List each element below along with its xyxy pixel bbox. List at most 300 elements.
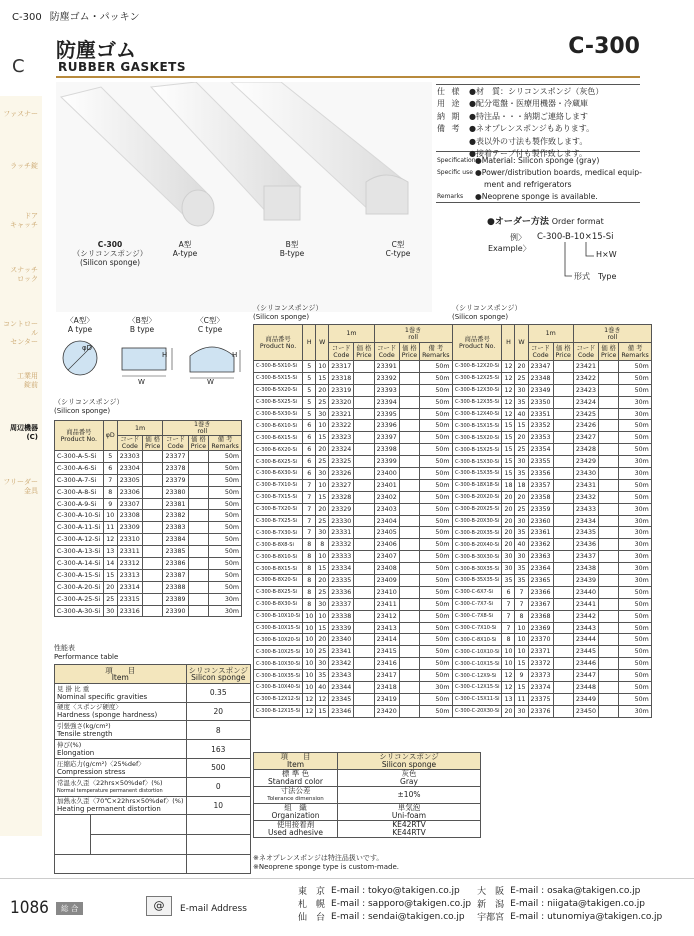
th-remarks-en: Remarks bbox=[621, 351, 649, 359]
cell-w: 25 bbox=[316, 586, 329, 598]
email-address[interactable]: E-mail : utunomiya@takigen.co.jp bbox=[510, 911, 663, 922]
cell-code-1m: 23340 bbox=[329, 634, 354, 646]
table-row bbox=[55, 451, 242, 463]
cell-product: C-300-C-7X10-Si bbox=[453, 622, 502, 634]
cell-w: 25 bbox=[515, 444, 528, 456]
diagram-a-label bbox=[60, 316, 100, 334]
cell-price-roll bbox=[598, 456, 618, 468]
cell-code-1m: 23314 bbox=[117, 581, 142, 593]
perf-col-jp: シリコンスポンジ bbox=[188, 665, 248, 675]
cell-w: 9 bbox=[515, 670, 528, 682]
cell-product: C-300-B-15X15-Si bbox=[453, 420, 502, 432]
cell-code-roll: 23392 bbox=[374, 372, 399, 384]
cell-price-roll bbox=[399, 420, 419, 432]
th-code bbox=[573, 343, 598, 361]
cell-code-roll: 23414 bbox=[374, 634, 399, 646]
cell-code-roll: 23419 bbox=[374, 693, 399, 705]
email-row bbox=[295, 910, 665, 923]
cell-w: 20 bbox=[316, 503, 329, 515]
cell-code-1m: 23366 bbox=[528, 586, 553, 598]
cell-w: 30 bbox=[316, 527, 329, 539]
header-code: C-300 bbox=[12, 12, 42, 23]
cell-w: 15 bbox=[316, 432, 329, 444]
cell-price-roll bbox=[399, 503, 419, 515]
spec-key: 用 途 bbox=[437, 99, 462, 109]
cell-code-roll: 23396 bbox=[374, 420, 399, 432]
cell-remarks: 50m bbox=[619, 693, 651, 705]
cell-code-1m: 23370 bbox=[528, 634, 553, 646]
cell-remarks: 50m bbox=[619, 420, 651, 432]
cell-code-roll: 23433 bbox=[573, 503, 598, 515]
cell-code-1m: 23333 bbox=[329, 551, 354, 563]
cell-code-1m: 23309 bbox=[117, 522, 142, 534]
table-row bbox=[254, 586, 453, 598]
cell-price-1m bbox=[354, 682, 374, 694]
prop-value bbox=[338, 821, 481, 838]
cell-diameter: 6 bbox=[103, 462, 117, 474]
cell-price-1m bbox=[553, 432, 573, 444]
sidebar-item-latch[interactable]: ラッチ錠 bbox=[10, 162, 38, 170]
cell-remarks: 50m bbox=[420, 634, 452, 646]
cell-code-1m: 23363 bbox=[528, 551, 553, 563]
th-product bbox=[55, 421, 104, 451]
cell-code-roll: 23425 bbox=[573, 408, 598, 420]
cell-price-1m bbox=[354, 610, 374, 622]
cell-product: C-300-A-7-Si bbox=[55, 474, 104, 486]
cell-price-1m bbox=[142, 462, 163, 474]
th-roll bbox=[573, 325, 651, 343]
cell-code-1m: 23306 bbox=[117, 486, 142, 498]
cell-code-roll: 23441 bbox=[573, 598, 598, 610]
cell-price-roll bbox=[399, 456, 419, 468]
cell-product: C-300-A-11-Si bbox=[55, 522, 104, 534]
spec-value: ●特注品・・・納期ご連絡します bbox=[469, 111, 588, 121]
cell-code-1m: 23347 bbox=[528, 361, 553, 373]
cell-product: C-300-C-7X7-Si bbox=[453, 598, 502, 610]
th-roll-jp: 1巻き bbox=[404, 326, 422, 334]
table-b1-caption-en: (Silicon sponge) bbox=[253, 313, 310, 321]
cell-code-roll: 23381 bbox=[163, 498, 188, 510]
cell-w: 20 bbox=[316, 444, 329, 456]
cell-code-roll: 23430 bbox=[573, 468, 598, 480]
table-row bbox=[254, 539, 453, 551]
cell-diameter: 8 bbox=[103, 486, 117, 498]
header-category: 防塵ゴム・パッキン bbox=[49, 12, 140, 23]
sidebar-item-freeder[interactable]: フリーダー 金具 bbox=[3, 478, 38, 495]
th-price-jp: 価 格 bbox=[191, 436, 206, 443]
cell-price-roll bbox=[598, 372, 618, 384]
table-row bbox=[55, 486, 242, 498]
perf-item-en: Compression stress bbox=[57, 767, 126, 776]
table-row bbox=[453, 598, 652, 610]
cell-w: 8 bbox=[515, 610, 528, 622]
note-en: ※Neoprene sponge type is custom-made. bbox=[253, 863, 399, 871]
perf-ambient-label bbox=[55, 815, 91, 854]
diagram-c-en: C type bbox=[197, 325, 223, 334]
table-row bbox=[453, 432, 652, 444]
cell-w: 30 bbox=[316, 598, 329, 610]
cell-price-1m bbox=[553, 693, 573, 705]
cell-w: 11 bbox=[515, 693, 528, 705]
cell-price-roll bbox=[188, 498, 209, 510]
table-b2 bbox=[452, 324, 652, 718]
th-w: W bbox=[515, 325, 528, 361]
photo-label-c bbox=[378, 240, 418, 258]
perf-item-jp: 圧縮応力(g/cm²)〈25%def〉 bbox=[57, 759, 145, 768]
table-row bbox=[254, 598, 453, 610]
cell-remarks: 50m bbox=[209, 451, 242, 463]
spec-row bbox=[437, 191, 642, 203]
table-row bbox=[254, 408, 453, 420]
email-address[interactable]: E-mail : sapporo@takigen.co.jp bbox=[331, 898, 472, 909]
th-code-en: Code bbox=[167, 443, 184, 450]
cell-code-1m: 23324 bbox=[329, 444, 354, 456]
cell-w: 12 bbox=[316, 693, 329, 705]
prop-item-jp: 使用接着剤 bbox=[276, 820, 315, 829]
cell-price-1m bbox=[354, 670, 374, 682]
sidebar-item-door-catch[interactable]: ドア キャッチ bbox=[10, 212, 38, 229]
cell-remarks: 30m bbox=[619, 503, 651, 515]
cell-price-1m bbox=[553, 479, 573, 491]
cell-code-1m: 23352 bbox=[528, 420, 553, 432]
cell-code-roll: 23377 bbox=[163, 451, 188, 463]
diagram-c-shape bbox=[190, 347, 234, 372]
th-price bbox=[188, 436, 209, 451]
prop-value bbox=[338, 787, 481, 804]
cell-h: 6 bbox=[303, 468, 316, 480]
th-code bbox=[374, 343, 399, 361]
cell-code-1m: 23339 bbox=[329, 622, 354, 634]
th-product-en: Product No. bbox=[259, 342, 297, 350]
cell-remarks: 50m bbox=[209, 546, 242, 558]
cell-price-roll bbox=[598, 610, 618, 622]
cell-product: C-300-C-10X15-Si bbox=[453, 658, 502, 670]
cell-price-roll bbox=[598, 539, 618, 551]
cell-product: C-300-B-12X35-Si bbox=[453, 396, 502, 408]
cell-w: 20 bbox=[316, 575, 329, 587]
table-row bbox=[453, 491, 652, 503]
cell-code-roll: 23406 bbox=[374, 539, 399, 551]
cell-diameter: 14 bbox=[103, 558, 117, 570]
cell-product: C-300-B-7X30-Si bbox=[254, 527, 303, 539]
cell-code-1m: 23315 bbox=[117, 593, 142, 605]
perf-row bbox=[55, 758, 251, 777]
cell-product: C-300-B-18X18-Si bbox=[453, 479, 502, 491]
cell-code-1m: 23336 bbox=[329, 586, 354, 598]
cell-product: C-300-B-12X12-Si bbox=[254, 693, 303, 705]
table-row bbox=[254, 503, 453, 515]
cell-remarks: 50m bbox=[420, 670, 452, 682]
cell-price-1m bbox=[553, 539, 573, 551]
cell-price-1m bbox=[553, 384, 573, 396]
cell-remarks: 30m bbox=[209, 605, 242, 617]
sidebar-item-snatch-lock[interactable]: スナッチ ロック bbox=[10, 266, 38, 283]
cell-price-1m bbox=[142, 498, 163, 510]
th-price-en: Price bbox=[600, 351, 617, 359]
cell-remarks: 50m bbox=[420, 563, 452, 575]
cell-h: 20 bbox=[502, 503, 515, 515]
specs-en bbox=[437, 155, 642, 203]
cell-price-1m bbox=[142, 558, 163, 570]
cell-product: C-300-A-25-Si bbox=[55, 593, 104, 605]
cell-price-1m bbox=[553, 468, 573, 480]
cell-price-roll bbox=[598, 527, 618, 539]
cell-product: C-300-C-12X9-Si bbox=[453, 670, 502, 682]
table-row bbox=[254, 456, 453, 468]
cell-price-1m bbox=[354, 468, 374, 480]
prop-row bbox=[254, 770, 481, 787]
cell-h: 20 bbox=[502, 491, 515, 503]
perf-th-silicon bbox=[186, 665, 250, 684]
cell-code-roll: 23403 bbox=[374, 503, 399, 515]
cell-price-1m bbox=[553, 610, 573, 622]
cell-product: C-300-B-10X40-Si bbox=[254, 682, 303, 694]
cell-price-roll bbox=[598, 551, 618, 563]
table-row bbox=[453, 408, 652, 420]
cell-h: 10 bbox=[303, 622, 316, 634]
table-row bbox=[55, 546, 242, 558]
cell-price-1m bbox=[553, 503, 573, 515]
cell-remarks: 30m bbox=[420, 682, 452, 694]
cell-product: C-300-B-5X10-Si bbox=[254, 361, 303, 373]
spec-row bbox=[437, 167, 642, 179]
sidebar-item-peripherals[interactable]: 周辺機器 (C) bbox=[10, 424, 38, 441]
cell-w: 35 bbox=[316, 670, 329, 682]
email-address[interactable]: E-mail : tokyo@takigen.co.jp bbox=[331, 885, 460, 896]
th-code-en: Code bbox=[577, 351, 594, 359]
cell-w: 30 bbox=[316, 468, 329, 480]
th-remarks bbox=[619, 343, 651, 361]
diagram-c-label bbox=[190, 316, 230, 334]
cell-price-roll bbox=[399, 396, 419, 408]
cell-product: C-300-C-6X7-Si bbox=[453, 586, 502, 598]
table-row bbox=[453, 646, 652, 658]
cell-price-roll bbox=[399, 527, 419, 539]
order-type-jp: 形式 bbox=[574, 272, 590, 281]
cell-w: 10 bbox=[515, 634, 528, 646]
table-row bbox=[55, 510, 242, 522]
cell-code-1m: 23331 bbox=[329, 527, 354, 539]
cell-code-roll: 23413 bbox=[374, 622, 399, 634]
cell-w: 15 bbox=[316, 491, 329, 503]
order-heading-en: Order format bbox=[551, 217, 604, 226]
cell-h: 5 bbox=[303, 372, 316, 384]
cell-code-roll: 23385 bbox=[163, 546, 188, 558]
cell-remarks: 50m bbox=[619, 622, 651, 634]
prop-item-en: Tolerance dimension bbox=[267, 796, 324, 802]
cell-product: C-300-C-20X30-Si bbox=[453, 705, 502, 717]
cell-product: C-300-B-10X25-Si bbox=[254, 646, 303, 658]
cell-remarks: 50m bbox=[420, 598, 452, 610]
diagram-b-h: H bbox=[162, 351, 168, 359]
cell-price-roll bbox=[598, 384, 618, 396]
cell-w: 10 bbox=[316, 361, 329, 373]
cell-code-roll: 23428 bbox=[573, 444, 598, 456]
cell-product: C-300-C-12X15-Si bbox=[453, 682, 502, 694]
cell-remarks: 30m bbox=[209, 593, 242, 605]
cell-remarks: 50m bbox=[420, 468, 452, 480]
page-header bbox=[12, 8, 140, 23]
cell-remarks: 50m bbox=[209, 534, 242, 546]
cell-code-roll: 23422 bbox=[573, 372, 598, 384]
cell-code-roll: 23395 bbox=[374, 408, 399, 420]
cell-code-1m: 23318 bbox=[329, 372, 354, 384]
perf-value: 10 bbox=[186, 796, 250, 815]
table-row bbox=[453, 515, 652, 527]
cell-diameter: 5 bbox=[103, 451, 117, 463]
prop-col-jp: シリコンスポンジ bbox=[379, 752, 439, 761]
cell-code-roll: 23449 bbox=[573, 693, 598, 705]
spec-value: ●材 質：シリコンスポンジ（灰色） bbox=[469, 87, 604, 96]
cell-code-1m: 23371 bbox=[528, 646, 553, 658]
product-photo bbox=[56, 82, 432, 312]
table-row bbox=[254, 705, 453, 717]
cell-code-1m: 23351 bbox=[528, 408, 553, 420]
cell-code-1m: 23313 bbox=[117, 569, 142, 581]
cell-price-roll bbox=[399, 408, 419, 420]
order-hw: H×W bbox=[596, 250, 617, 259]
cell-h: 10 bbox=[303, 646, 316, 658]
cell-price-roll bbox=[399, 539, 419, 551]
cell-w: 10 bbox=[515, 646, 528, 658]
perf-item-jp: 見 掛 比 重 bbox=[57, 684, 90, 693]
cell-h: 8 bbox=[303, 575, 316, 587]
diagram-b-label bbox=[122, 316, 162, 334]
perf-row bbox=[55, 777, 251, 796]
cell-price-1m bbox=[553, 361, 573, 373]
sidebar-item-industrial-lock[interactable]: 工業用 錠前 bbox=[17, 372, 38, 389]
cell-code-roll: 23398 bbox=[374, 444, 399, 456]
cell-price-roll bbox=[598, 670, 618, 682]
cell-code-1m: 23320 bbox=[329, 396, 354, 408]
cell-price-1m bbox=[354, 693, 374, 705]
perf-row-oil bbox=[55, 855, 251, 874]
cell-code-1m: 23355 bbox=[528, 456, 553, 468]
cell-w: 30 bbox=[316, 658, 329, 670]
cell-code-1m: 23317 bbox=[329, 361, 354, 373]
cell-h: 5 bbox=[303, 396, 316, 408]
cell-price-1m bbox=[354, 551, 374, 563]
cell-code-1m: 23368 bbox=[528, 610, 553, 622]
cell-code-roll: 23436 bbox=[573, 539, 598, 551]
cell-product: C-300-A-8-Si bbox=[55, 486, 104, 498]
th-code-jp: コード bbox=[531, 344, 550, 352]
cell-remarks: 30m bbox=[619, 705, 651, 717]
email-address[interactable]: E-mail : niigata@takigen.co.jp bbox=[510, 898, 645, 909]
perf-item-jp: 加熱永久歪〈70℃×22hrs×50%def〉(%) bbox=[57, 797, 184, 806]
cell-price-1m bbox=[553, 420, 573, 432]
cell-w: 25 bbox=[316, 456, 329, 468]
cell-code-roll: 23415 bbox=[374, 646, 399, 658]
th-price-jp: 価 格 bbox=[555, 344, 571, 352]
page-number: 1086 bbox=[10, 898, 49, 918]
perf-item-jp: 項 目 bbox=[105, 665, 136, 675]
cell-price-roll bbox=[598, 646, 618, 658]
cell-w: 40 bbox=[316, 682, 329, 694]
table-row bbox=[254, 622, 453, 634]
cell-code-1m: 23376 bbox=[528, 705, 553, 717]
sidebar-item-control-center[interactable]: コントロール センター bbox=[3, 320, 38, 346]
cell-h: 6 bbox=[303, 444, 316, 456]
cell-code-roll: 23423 bbox=[573, 384, 598, 396]
cell-h: 12 bbox=[502, 682, 515, 694]
order-type bbox=[574, 271, 616, 282]
email-address[interactable]: E-mail : sendai@takigen.co.jp bbox=[331, 911, 465, 922]
cell-code-roll: 23445 bbox=[573, 646, 598, 658]
photo-caption bbox=[70, 240, 150, 267]
cell-price-roll bbox=[188, 593, 209, 605]
sidebar-item-fastener[interactable]: ファスナー bbox=[3, 110, 38, 118]
cell-h: 10 bbox=[303, 670, 316, 682]
cell-h: 18 bbox=[502, 479, 515, 491]
table-row bbox=[254, 384, 453, 396]
th-roll-en: roll bbox=[607, 333, 618, 341]
cell-product: C-300-A-12-Si bbox=[55, 534, 104, 546]
cell-product: C-300-A-5-Si bbox=[55, 451, 104, 463]
th-remarks-jp: 備 考 bbox=[428, 344, 444, 352]
spec-row bbox=[437, 155, 642, 167]
cell-price-roll bbox=[188, 522, 209, 534]
cell-code-roll: 23389 bbox=[163, 593, 188, 605]
th-product-en: Product No. bbox=[459, 342, 496, 350]
cell-price-roll bbox=[399, 515, 419, 527]
cell-price-roll bbox=[399, 491, 419, 503]
diagram-b-jp: 〈B型〉 bbox=[128, 316, 156, 325]
cell-code-roll: 23404 bbox=[374, 515, 399, 527]
cell-price-1m bbox=[354, 598, 374, 610]
cell-remarks: 50m bbox=[209, 474, 242, 486]
table-row bbox=[453, 384, 652, 396]
cell-remarks: 50m bbox=[420, 622, 452, 634]
table-row bbox=[254, 372, 453, 384]
cell-remarks: 30m bbox=[619, 527, 651, 539]
cell-remarks: 50m bbox=[420, 456, 452, 468]
cell-price-1m bbox=[553, 527, 573, 539]
cell-product: C-300-A-14-Si bbox=[55, 558, 104, 570]
cell-product: C-300-B-15X25-Si bbox=[453, 444, 502, 456]
spec-value: ●Material: Silicon sponge (gray) bbox=[475, 156, 600, 165]
cell-code-roll: 23438 bbox=[573, 563, 598, 575]
cell-code-roll: 23378 bbox=[163, 462, 188, 474]
table-a-caption-en: (Silicon sponge) bbox=[54, 407, 111, 415]
cell-w: 15 bbox=[316, 622, 329, 634]
perf-item-jp: 引張強さ(kg/cm²) bbox=[57, 722, 111, 731]
cell-remarks: 50m bbox=[619, 646, 651, 658]
perf-item-en: Nominal specific gravities bbox=[57, 692, 148, 701]
diagram-b-shape bbox=[122, 348, 166, 370]
cell-product: C-300-B-5X20-Si bbox=[254, 384, 303, 396]
email-address[interactable]: E-mail : osaka@takigen.co.jp bbox=[510, 885, 641, 896]
cell-code-1m: 23367 bbox=[528, 598, 553, 610]
cell-code-roll: 23400 bbox=[374, 468, 399, 480]
cell-h: 8 bbox=[502, 634, 515, 646]
cell-price-roll bbox=[399, 384, 419, 396]
spec-value: ●Neoprene sponge is available. bbox=[475, 192, 598, 201]
cell-remarks: 50m bbox=[420, 491, 452, 503]
cell-remarks: 50m bbox=[209, 581, 242, 593]
th-remarks bbox=[209, 436, 242, 451]
cell-price-1m bbox=[553, 634, 573, 646]
ambient-high bbox=[91, 815, 186, 835]
table-a-caption bbox=[54, 398, 123, 416]
cell-code-roll: 23421 bbox=[573, 361, 598, 373]
footer-divider bbox=[0, 878, 694, 879]
cell-code-1m: 23322 bbox=[329, 420, 354, 432]
table-row bbox=[453, 361, 652, 373]
cell-price-roll bbox=[598, 598, 618, 610]
table-row bbox=[254, 670, 453, 682]
cell-product: C-300-C-10X10-Si bbox=[453, 646, 502, 658]
